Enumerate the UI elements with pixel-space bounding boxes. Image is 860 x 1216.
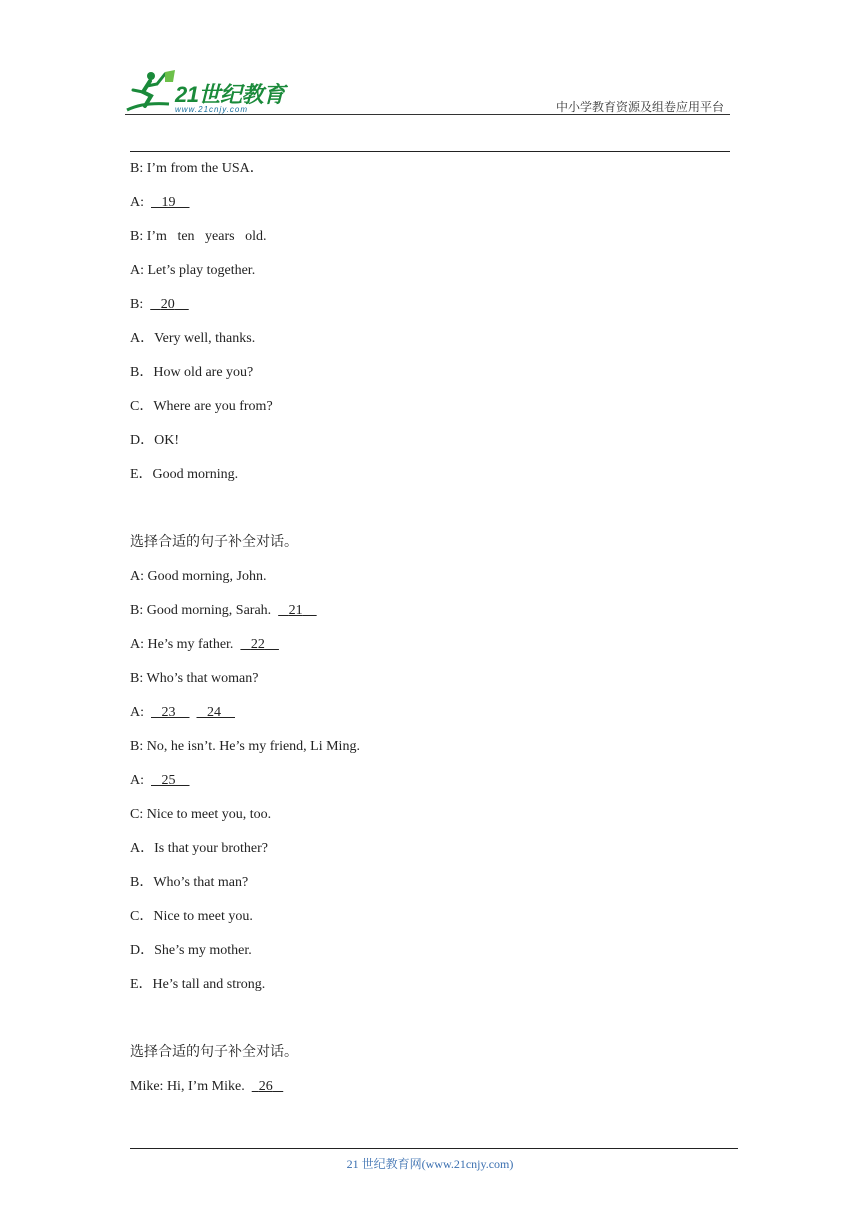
logo-text: 21世纪教育: [175, 82, 285, 107]
logo-url: www.21cnjy.com: [175, 105, 248, 114]
option-item: B．Who’s that man?: [130, 875, 249, 890]
dialogue-line: B: I’m from the USA．: [130, 161, 264, 176]
header-divider: [125, 114, 730, 115]
top-rule: [130, 151, 730, 152]
answer-blank: 24: [207, 705, 221, 720]
instruction: 选择合适的句子补全对话。: [130, 1045, 298, 1060]
dialogue-line: A: He’s my father. 22: [130, 635, 730, 669]
dialogue-line: A: 19: [130, 193, 730, 227]
answer-blank: 19: [161, 195, 176, 210]
answer-blank: 22: [250, 637, 265, 652]
dialogue-line: B: 20: [130, 295, 730, 329]
option-item: B．How old are you?: [130, 365, 254, 380]
option-item: A．Very well, thanks.: [130, 331, 256, 346]
option-item: C．Where are you from?: [130, 399, 273, 414]
option-item: C．Nice to meet you.: [130, 909, 253, 924]
dialogue-line: A: Good morning, John.: [130, 569, 267, 584]
answer-blank: 25: [161, 773, 176, 788]
page-header: [125, 66, 730, 118]
logo: [125, 66, 305, 116]
answer-blank: 20: [160, 297, 175, 312]
answer-blank: 23: [161, 705, 176, 720]
dialogue-line: C: Nice to meet you, too.: [130, 807, 272, 822]
option-item: E．He’s tall and strong.: [130, 977, 266, 992]
dialogue-line: A: 23 24: [130, 703, 730, 737]
answer-blank: 26: [258, 1079, 273, 1094]
dialogue-line: B: Who’s that woman?: [130, 671, 259, 686]
option-item: A．Is that your brother?: [130, 841, 269, 856]
dialogue-line: Mike: Hi, I’m Mike. 26: [130, 1077, 730, 1111]
instruction: 选择合适的句子补全对话。: [130, 535, 298, 550]
runner-logo-icon: [125, 68, 177, 116]
document-body: [130, 159, 730, 1111]
platform-name: 中小学教育资源及组卷应用平台: [555, 100, 724, 114]
option-item: D．She’s my mother.: [130, 943, 252, 958]
dialogue-line: B: No, he isn’t. He’s my friend, Li Ming.: [130, 739, 360, 754]
option-item: D．OK!: [130, 433, 179, 448]
footer-divider: [130, 1148, 738, 1149]
dialogue-line: B: I’m ten years old.: [130, 229, 267, 244]
dialogue-line: A: Let’s play together.: [130, 263, 256, 278]
page-footer: 21 世纪教育网(www.21cnjy.com): [346, 1157, 514, 1171]
dialogue-line: A: 25: [130, 771, 730, 805]
option-item: E．Good morning.: [130, 467, 239, 482]
answer-blank: 21: [288, 603, 303, 618]
dialogue-line: B: Good morning, Sarah. 21: [130, 601, 730, 635]
